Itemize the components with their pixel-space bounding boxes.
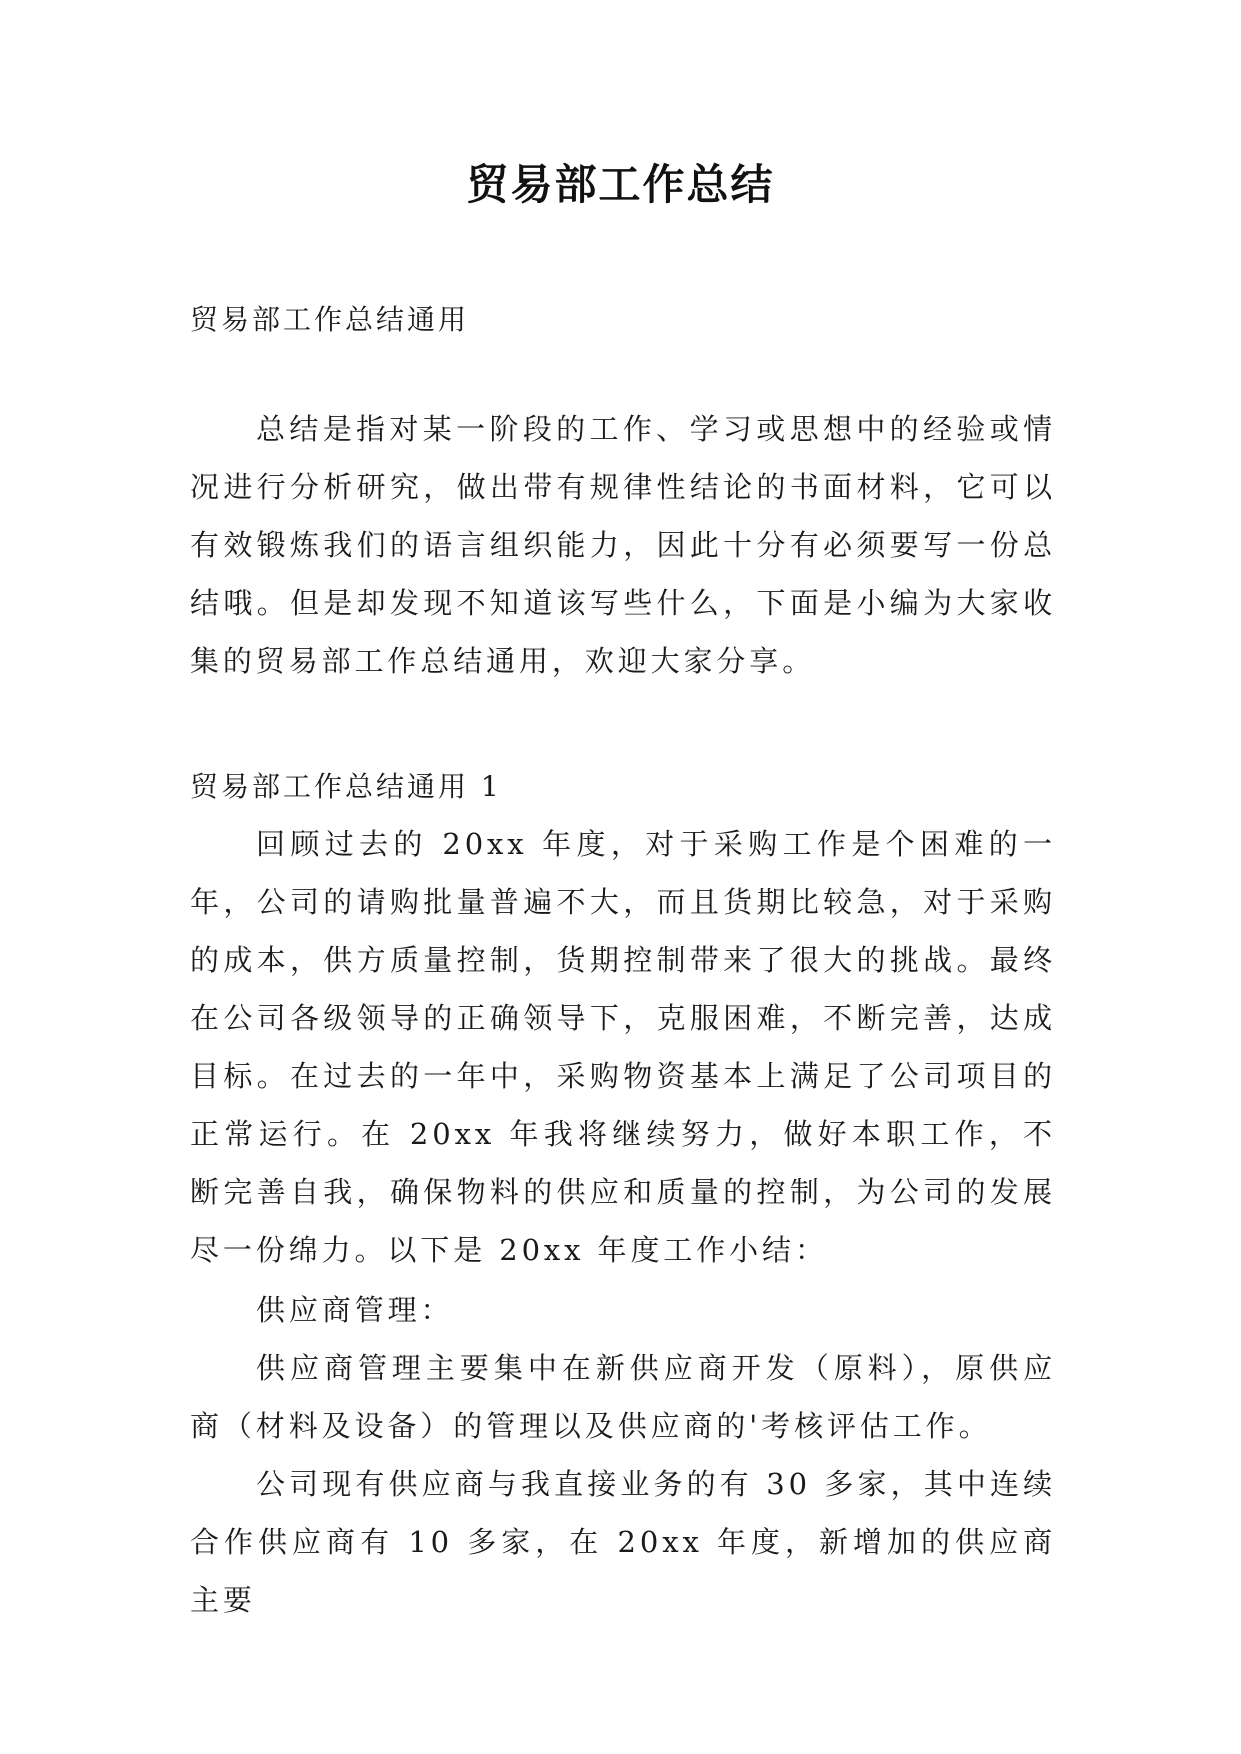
document-title: 贸易部工作总结: [466, 160, 775, 209]
section-heading: 贸易部工作总结通用 1: [190, 770, 502, 803]
intro-paragraph: 总结是指对某一阶段的工作、学习或思想中的经验或情况进行分析研究，做出带有规律性结论的书面材料，它可以有效锻炼我们的语言组织能力，因此十分有必须要写一份总结哦。但是却发现不知道该写些什么，下面是小编为大家收集的贸易部工作总结通用，欢迎大家分享。: [190, 412, 1056, 678]
body-paragraph-supplier-count: 公司现有供应商与我直接业务的有 30 多家，其中连续合作供应商有 10 多家，在 20xx 年度，新增加的供应商主要: [190, 1467, 1056, 1617]
body-paragraph-supplier-heading: 供应商管理：: [256, 1293, 454, 1327]
body-paragraph-supplier-management: 供应商管理主要集中在新供应商开发（原料），原供应商（材料及设备）的管理以及供应商的'考核评估工作。: [190, 1351, 1056, 1443]
body-paragraph-review: 回顾过去的 20xx 年度，对于采购工作是个困难的一年，公司的请购批量普遍不大，而且货期比较急，对于采购的成本，供方质量控制，货期控制带来了很大的挑战。最终在公司各级领导的正确领导下，克服困难，不断完善，达成目标。在过去的一年中，采购物资基本上满足了公司项目的正常运行。在 20xx 年我将继续努力，做好本职工作，不断完善自我，确保物料的供应和质量的控制，为公司的发展尽一份绵力。以下是 20xx 年度工作小结：: [190, 827, 1056, 1267]
document-subtitle: 贸易部工作总结通用: [190, 303, 470, 336]
